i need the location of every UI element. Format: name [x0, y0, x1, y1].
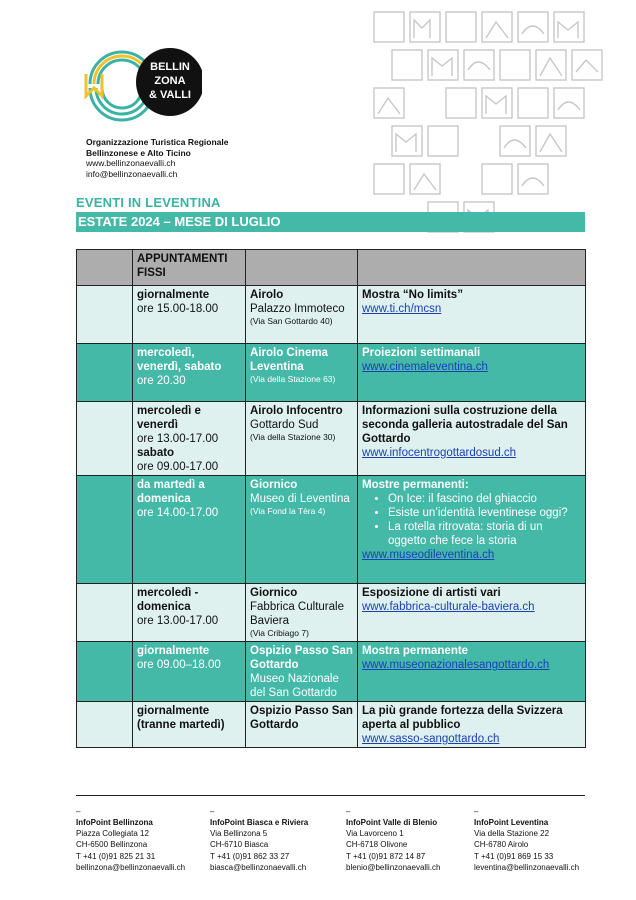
when-cell: [133, 476, 246, 584]
event-title: Informazioni sulla costruzione della seconda galleria autostradale del San Gottardo: [362, 405, 568, 445]
row-marker-cell: [77, 402, 133, 476]
when-time: ore 09.00–18.00: [137, 659, 221, 671]
exhibition-list: [362, 492, 581, 548]
events-table: [76, 249, 586, 748]
infopoint-street: Via Lavorceno 1: [346, 829, 404, 839]
place-address: (Via Fond la Tèra 4): [250, 506, 326, 516]
when-cell: [133, 402, 246, 476]
when-label: giornalmente: [137, 645, 210, 657]
when-time: ore 20.30: [137, 375, 186, 387]
footer-divider: [76, 795, 585, 796]
pattern-tile-row-2: [392, 50, 602, 80]
table-row: [77, 584, 586, 642]
organization-info: [86, 137, 228, 179]
row-marker-cell: [77, 476, 133, 584]
when-label: da martedì a domenica: [137, 479, 205, 505]
event-cell: [358, 476, 586, 584]
event-link[interactable]: www.museonazionalesangottardo.ch: [362, 659, 550, 671]
place-detail: Gottardo Sud: [250, 419, 319, 431]
logo-line-3: & VALLI: [149, 89, 191, 101]
list-item: • Esiste un’identità leventinese oggi?: [388, 506, 581, 520]
when-cell: [133, 642, 246, 702]
event-title: Proiezioni settimanali: [362, 347, 481, 359]
header-empty-cell: [77, 250, 133, 286]
when-time: ore 13.00-17.00: [137, 615, 219, 627]
when-cell: [133, 286, 246, 344]
table-row: [77, 344, 586, 402]
org-line-2: Bellinzonese e Alto Ticino: [86, 147, 191, 158]
when-time: ore 13.00-17.00: [137, 433, 219, 445]
place-label: Ospizio Passo San Gottardo: [250, 705, 353, 731]
infopoint-city: CH-6718 Olivone: [346, 840, 408, 850]
row-marker-cell: [77, 344, 133, 402]
event-title: Mostra permanente: [362, 645, 469, 657]
place-label: Airolo: [250, 289, 284, 301]
table-row: [77, 402, 586, 476]
footer-infopoint-leventina: – InfoPoint Leventina Via della Stazione 22 CH-6780 Airolo T +41 (0)91 869 15 33 leventina@bellinzonaevalli.ch: [474, 807, 580, 872]
table-row: [77, 476, 586, 584]
header-empty-cell: [246, 250, 358, 286]
footer-infopoint-blenio: – InfoPoint Valle di Blenio Via Lavorceno 1 CH-6718 Olivone T +41 (0)91 872 14 87 blenio@bellinzonaevalli.ch: [346, 807, 441, 872]
place-label: Airolo Cinema Leventina: [250, 347, 328, 373]
infopoint-city: CH-6500 Bellinzona: [76, 840, 148, 850]
when-time: ore 15.00-18.00: [137, 303, 219, 315]
when-label: giornalmente: [137, 289, 210, 301]
event-title: Mostra “No limits”: [362, 289, 463, 301]
place-cell: [246, 286, 358, 344]
event-link[interactable]: www.fabbrica-culturale-baviera.ch: [362, 601, 535, 613]
when-label: mercoledì e venerdì: [137, 405, 201, 431]
header-empty-cell: [358, 250, 586, 286]
when-time: ore 14.00-17.00: [137, 507, 219, 519]
when-label-2: sabato: [137, 447, 175, 459]
infopoint-name: InfoPoint Valle di Blenio: [346, 818, 438, 827]
pattern-tile-row-5: [374, 164, 548, 194]
event-title: Esposizione di artisti vari: [362, 587, 501, 599]
event-cell: [358, 702, 586, 748]
place-detail: Museo di Leventina: [250, 493, 350, 505]
list-item: • La rotella ritrovata: storia di un oggetto che fece la storia: [388, 520, 581, 548]
event-link[interactable]: www.ti.ch/mcsn: [362, 303, 442, 315]
infopoint-phone: T +41 (0)91 825 21 31: [76, 851, 156, 861]
org-email[interactable]: info@bellinzonaevalli.ch: [86, 168, 178, 179]
logo-line-2: ZONA: [154, 75, 186, 87]
infopoint-street: Via Bellinzona 5: [210, 829, 268, 839]
infopoint-street: Via della Stazione 22: [474, 829, 550, 839]
infopoint-email[interactable]: bellinzona@bellinzonaevalli.ch: [76, 862, 186, 872]
list-item: • On Ice: il fascino del ghiaccio: [388, 492, 581, 506]
event-cell: [358, 402, 586, 476]
event-link[interactable]: www.sasso-sangottardo.ch: [362, 733, 500, 745]
event-title: La più grande fortezza della Svizzera aperta al pubblico: [362, 705, 563, 731]
pattern-tile-row-3: [374, 88, 584, 118]
when-label: giornalmente (tranne martedì): [137, 705, 225, 731]
infopoint-name: InfoPoint Bellinzona: [76, 818, 153, 827]
event-link[interactable]: www.museodileventina.ch: [362, 549, 495, 561]
place-address: (Via San Gottardo 40): [250, 316, 333, 326]
logo-line-1: BELLIN: [150, 61, 190, 73]
row-marker-cell: [77, 584, 133, 642]
place-address: (Via della Stazione 30): [250, 432, 336, 442]
place-cell: [246, 344, 358, 402]
row-marker-cell: [77, 642, 133, 702]
pattern-tile-row-4: [392, 126, 566, 156]
when-cell: [133, 584, 246, 642]
when-time-2: ore 09.00-17.00: [137, 461, 219, 473]
when-label: mercoledì, venerdì, sabato: [137, 347, 222, 373]
event-cell: [358, 344, 586, 402]
footer-infopoint-bellinzona: – InfoPoint Bellinzona Piazza Collegiata 12 CH-6500 Bellinzona T +41 (0)91 825 21 31 bellinzona@bellinzonaevalli.ch: [76, 807, 186, 872]
place-detail: Palazzo Immoteco: [250, 303, 345, 315]
place-cell: [246, 642, 358, 702]
place-cell: [246, 476, 358, 584]
place-label: Giornico: [250, 587, 298, 599]
event-title: Mostre permanenti:: [362, 479, 469, 491]
infopoint-name: InfoPoint Leventina: [474, 818, 549, 827]
place-cell: [246, 702, 358, 748]
row-marker-cell: [77, 286, 133, 344]
place-address: (Via della Stazione 63): [250, 374, 336, 384]
infopoint-phone: T +41 (0)91 869 15 33: [474, 851, 554, 861]
org-website[interactable]: www.bellinzonaevalli.ch: [86, 158, 176, 168]
infopoint-name: InfoPoint Biasca e Riviera: [210, 818, 309, 827]
when-cell: [133, 344, 246, 402]
event-link[interactable]: www.infocentrogottardosud.ch: [362, 447, 517, 459]
infopoint-street: Piazza Collegiata 12: [76, 829, 149, 839]
place-cell: [246, 584, 358, 642]
header-cell-appuntamenti: APPUNTAMENTI FISSI: [133, 250, 246, 286]
infopoint-email[interactable]: blenio@bellinzonaevalli.ch: [346, 862, 441, 872]
infopoint-email[interactable]: biasca@bellinzonaevalli.ch: [210, 862, 307, 872]
footer-infopoint-biasca: – InfoPoint Biasca e Riviera Via Bellinzona 5 CH-6710 Biasca T +41 (0)91 862 33 27 biasca@bellinzonaevalli.ch: [210, 807, 309, 872]
place-detail: Museo Nazionale del San Gottardo: [250, 673, 339, 699]
page-title: EVENTI IN LEVENTINA: [76, 195, 221, 210]
table-header-row: [77, 250, 586, 286]
table-row: [77, 286, 586, 344]
event-cell: [358, 642, 586, 702]
event-link[interactable]: www.cinemaleventina.ch: [362, 361, 488, 373]
place-label: Ospizio Passo San Gottardo: [250, 645, 353, 671]
page-subtitle-bar: ESTATE 2024 – MESE DI LUGLIO: [76, 212, 585, 232]
infopoint-email[interactable]: leventina@bellinzonaevalli.ch: [474, 862, 580, 872]
place-address: (Via Cribiago 7): [250, 628, 309, 638]
infopoint-phone: T +41 (0)91 872 14 87: [346, 851, 426, 861]
place-label: Airolo Infocentro: [250, 405, 343, 417]
place-label: Giornico: [250, 479, 298, 491]
pattern-tile-row-1: [374, 12, 584, 42]
org-line-1: Organizzazione Turistica Regionale: [86, 137, 229, 147]
decorative-tile-pattern: [372, 10, 606, 242]
place-detail: Fabbrica Culturale Baviera: [250, 601, 344, 627]
event-cell: [358, 584, 586, 642]
infopoint-city: CH-6780 Airolo: [474, 840, 529, 850]
brand-logo: [80, 44, 202, 128]
row-marker-cell: [77, 702, 133, 748]
table-row: [77, 702, 586, 748]
table-row: [77, 642, 586, 702]
infopoint-phone: T +41 (0)91 862 33 27: [210, 851, 290, 861]
infopoint-city: CH-6710 Biasca: [210, 840, 269, 850]
place-cell: [246, 402, 358, 476]
when-cell: [133, 702, 246, 748]
event-cell: [358, 286, 586, 344]
when-label: mercoledì - domenica: [137, 587, 199, 613]
